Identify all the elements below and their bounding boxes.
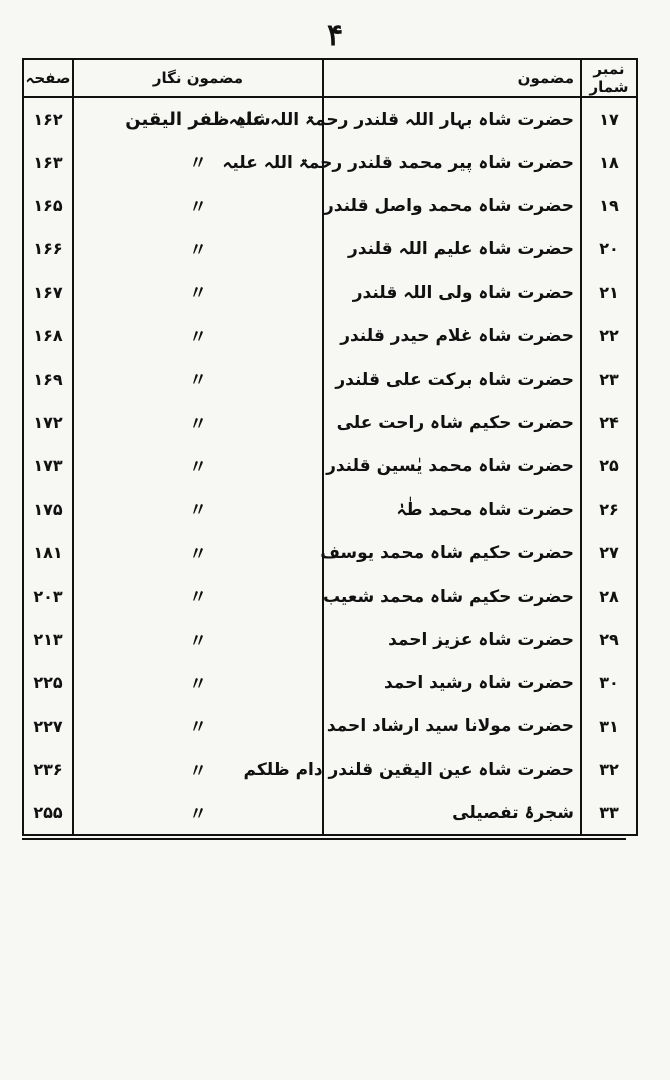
row-page: ۲۵۵ bbox=[23, 792, 73, 836]
row-author: 〃 bbox=[189, 283, 207, 305]
table-row bbox=[23, 748, 637, 791]
row-author: 〃 bbox=[189, 413, 207, 435]
page-number: ۴ bbox=[326, 18, 344, 53]
row-author: 〃 bbox=[189, 500, 207, 522]
row-subject: حضرت شاہ پیر محمد قلندر رحمۃ اللہ علیہ bbox=[323, 140, 581, 183]
table-row bbox=[23, 531, 637, 574]
row-author: 〃 bbox=[189, 326, 207, 348]
row-number: ۱۹ bbox=[581, 184, 637, 227]
table-row bbox=[23, 661, 637, 704]
table-row bbox=[23, 140, 637, 183]
row-number: ۲۲ bbox=[581, 314, 637, 357]
row-author: 〃 bbox=[73, 792, 323, 836]
row-page: ۱۶۳ bbox=[23, 140, 73, 183]
row-page: ۱۶۵ bbox=[23, 184, 73, 227]
row-author: 〃 bbox=[189, 630, 207, 652]
row-subject: حضرت حکیم شاہ محمد یوسف bbox=[323, 531, 581, 574]
row-subject: حضرت شاہ علیم اللہ قلندر bbox=[323, 227, 581, 270]
row-author: 〃 bbox=[189, 717, 207, 739]
table-row bbox=[23, 401, 637, 444]
row-page: ۲۰۳ bbox=[23, 574, 73, 617]
row-subject: حضرت شاہ محمد یٰسین قلندر bbox=[323, 444, 581, 487]
row-page: ۱۷۵ bbox=[23, 488, 73, 531]
row-page: ۱۶۷ bbox=[23, 271, 73, 314]
bottom-rule bbox=[22, 838, 626, 840]
row-number: ۳۰ bbox=[581, 661, 637, 704]
row-number: ۳۳ bbox=[581, 792, 637, 836]
row-number: ۲۱ bbox=[581, 271, 637, 314]
table-row bbox=[23, 792, 637, 836]
row-number: ۲۶ bbox=[581, 488, 637, 531]
row-subject: حضرت مولانا سید ارشاد احمد bbox=[323, 705, 581, 748]
row-subject: حضرت حکیم شاہ راحت علی bbox=[323, 401, 581, 444]
header-page: صفحہ bbox=[23, 59, 73, 97]
table-header bbox=[23, 59, 637, 97]
row-page: ۱۶۶ bbox=[23, 227, 73, 270]
row-author: 〃 bbox=[189, 239, 207, 261]
table-row bbox=[23, 574, 637, 617]
row-author: 〃 bbox=[189, 153, 207, 175]
row-page: ۱۶۹ bbox=[23, 357, 73, 400]
row-subject: حضرت شاہ محمد واصل قلندر bbox=[323, 184, 581, 227]
row-author: 〃 bbox=[189, 370, 207, 392]
row-subject: حضرت شاہ غلام حیدر قلندر bbox=[323, 314, 581, 357]
row-author: 〃 bbox=[189, 456, 207, 478]
row-page: ۱۶۸ bbox=[23, 314, 73, 357]
row-number: ۲۰ bbox=[581, 227, 637, 270]
row-author: شاہ ظفر الیقین bbox=[125, 108, 271, 130]
table-row bbox=[23, 271, 637, 314]
row-number: ۲۴ bbox=[581, 401, 637, 444]
row-subject: حضرت شاہ بہار اللہ قلندر رحمۃ اللہ علیہ bbox=[323, 97, 581, 140]
row-page: ۲۲۵ bbox=[23, 661, 73, 704]
row-subject: حضرت شاہ عین الیقین قلندر دام ظلکم bbox=[323, 748, 581, 791]
row-page: ۱۷۲ bbox=[23, 401, 73, 444]
table-row bbox=[23, 314, 637, 357]
row-page: ۱۸۱ bbox=[23, 531, 73, 574]
row-author: 〃 bbox=[189, 196, 207, 218]
row-number: ۲۵ bbox=[581, 444, 637, 487]
table-row bbox=[23, 97, 637, 140]
row-number: ۱۷ bbox=[581, 97, 637, 140]
table-row bbox=[23, 444, 637, 487]
header-row bbox=[23, 59, 637, 97]
row-author: 〃 bbox=[189, 760, 207, 782]
row-subject: حضرت حکیم شاہ محمد شعیب bbox=[323, 574, 581, 617]
row-page: ۲۲۷ bbox=[23, 705, 73, 748]
table-of-contents bbox=[22, 58, 638, 836]
row-number: ۲۳ bbox=[581, 357, 637, 400]
table-body bbox=[23, 97, 637, 835]
row-subject: حضرت شاہ عزیز احمد bbox=[323, 618, 581, 661]
table-row bbox=[23, 488, 637, 531]
table-row bbox=[23, 357, 637, 400]
row-subject: حضرت شاہ رشید احمد bbox=[323, 661, 581, 704]
row-subject: شجرۂ تفصیلی bbox=[323, 792, 581, 836]
row-page: ۲۳۶ bbox=[23, 748, 73, 791]
table-row bbox=[23, 618, 637, 661]
row-number: ۳۲ bbox=[581, 748, 637, 791]
row-subject: حضرت شاہ ولی اللہ قلندر bbox=[323, 271, 581, 314]
row-number: ۲۷ bbox=[581, 531, 637, 574]
header-author: مضمون نگار bbox=[73, 59, 323, 97]
table-row bbox=[23, 184, 637, 227]
row-page: ۱۷۳ bbox=[23, 444, 73, 487]
row-subject: حضرت شاہ برکت علی قلندر bbox=[323, 357, 581, 400]
row-number: ۲۸ bbox=[581, 574, 637, 617]
row-number: ۲۹ bbox=[581, 618, 637, 661]
row-number: ۳۱ bbox=[581, 705, 637, 748]
row-author: 〃 bbox=[189, 673, 207, 695]
row-subject: حضرت شاہ محمد طٰہٰ bbox=[323, 488, 581, 531]
header-subject: مضمون bbox=[323, 59, 581, 97]
row-author: 〃 bbox=[189, 587, 207, 609]
table-row bbox=[23, 227, 637, 270]
header-number: نمبر شمار bbox=[581, 59, 637, 97]
row-number: ۱۸ bbox=[581, 140, 637, 183]
row-page: ۱۶۲ bbox=[23, 97, 73, 140]
row-author: 〃 bbox=[189, 543, 207, 565]
row-page: ۲۱۳ bbox=[23, 618, 73, 661]
table-row bbox=[23, 705, 637, 748]
